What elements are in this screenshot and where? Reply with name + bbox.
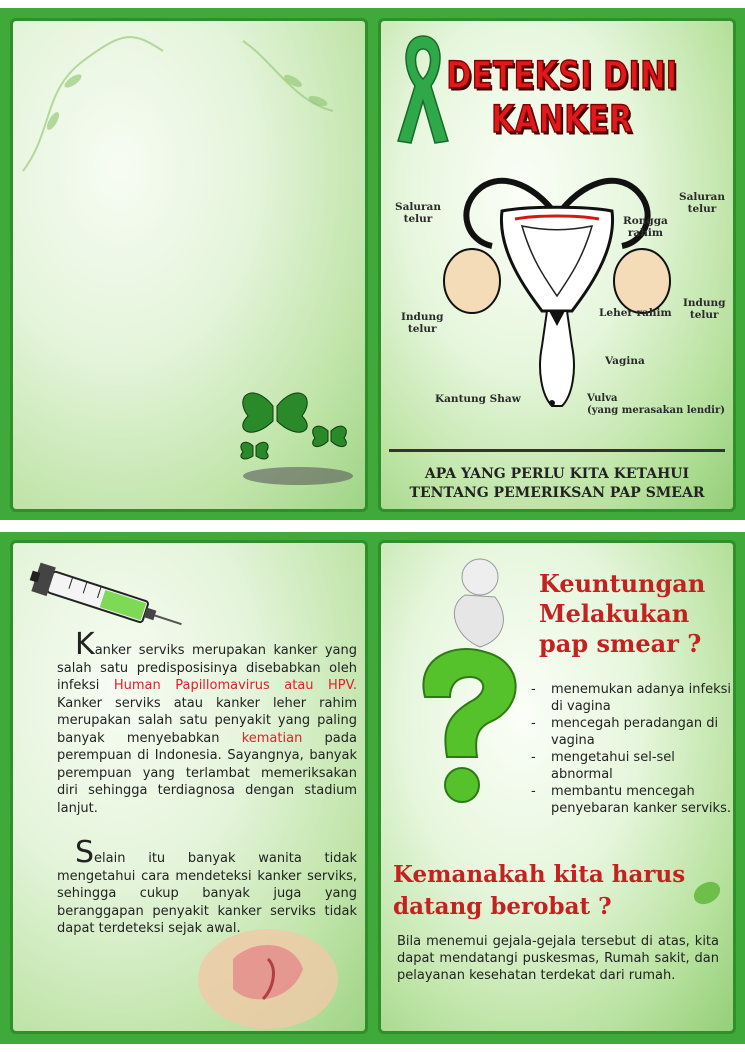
benefits-list	[531, 681, 731, 817]
butterfly-icon	[241, 393, 346, 459]
dropcap-s: S	[75, 835, 95, 870]
benefits-heading	[539, 569, 705, 659]
uterus-diagram	[437, 171, 677, 421]
cover-subtitle-line1: APA YANG PERLU KITA KETAHUI	[424, 466, 690, 482]
divider-line	[389, 449, 725, 452]
anatomy-illustration	[193, 919, 343, 1029]
cover-subtitle-line2: TENTANG PEMERIKSAN PAP SMEAR	[409, 485, 705, 501]
leaf-decoration	[687, 873, 727, 913]
info-panel	[10, 540, 368, 1034]
list-item: - menemukan adanya infeksi di vagina	[531, 681, 731, 715]
where-heading	[393, 859, 685, 923]
dropcap-k: K	[75, 627, 95, 662]
kematian-highlight: kematian	[241, 730, 303, 746]
cover-title: DETEKSI DINI KANKER	[446, 54, 678, 142]
p1-text-c: pada perempuan di Indonesia. Sayangnya, banyak perempuan yang terlambat memeriksakan diri sehingga terdiagnosa dengan stadium lanjut.	[57, 730, 357, 816]
butterflies-illustration	[233, 376, 363, 486]
where-heading-line2: datang berobat ?	[393, 893, 612, 920]
label-vagina: Vagina	[605, 355, 645, 367]
where-paragraph: Bila menemui gejala-gejala tersebut di atas, kita dapat mendatangi puskesmas, Rumah sakit, dan pelayanan kesehatan terdekat dari rumah.	[397, 934, 719, 983]
where-heading-line1: Kemanakah kita harus	[393, 861, 686, 888]
brochure-outer-sheet	[0, 8, 745, 520]
hpv-highlight: Human Papillomavirus atau HPV.	[113, 678, 357, 693]
vine-decoration	[13, 21, 365, 221]
front-cover-panel	[378, 18, 736, 512]
list-item: - membantu mencegah penyebaran kanker serviks.	[531, 783, 731, 817]
p1-text-a: anker serviks merupakan kanker yang salah satu predisposisinya disebabkan oleh infeksi	[57, 643, 357, 693]
p1-text-b: Kanker serviks atau kanker leher rahim merupakan salah satu penyakit yang paling banyak menyebabkan	[57, 695, 357, 746]
label-leher-rahim: Leher rahim	[599, 307, 672, 319]
p2-text: elain itu banyak wanita tidak mengetahui cara mendeteksi kanker serviks, sehingga cukup banyak juga yang beranggapan penyakit kanker serviks tidak dapat terdeteksi sejak awal.	[57, 851, 357, 936]
label-vulva: Vulva (yang merasakan lendir)	[587, 393, 725, 416]
benefits-heading-line3: pap smear ?	[539, 629, 702, 658]
benefits-heading-line1: Keuntungan	[539, 569, 706, 598]
list-item: - mengetahui sel-sel abnormal	[531, 749, 731, 783]
brochure-inner-sheet	[0, 532, 745, 1044]
list-item: - mencegah peradangan di vagina	[531, 715, 731, 749]
syringe-icon	[27, 561, 187, 641]
question-mark-figure	[385, 547, 535, 807]
benefits-panel	[378, 540, 736, 1034]
paragraph-1	[57, 627, 357, 817]
cover-subtitle	[381, 465, 733, 503]
back-cover-panel	[10, 18, 368, 512]
label-saluran-telur-left: Saluran telur	[395, 201, 441, 225]
label-kantung-shaw: Kantung Shaw	[435, 393, 521, 405]
label-saluran-telur-right: Saluran telur	[679, 191, 725, 215]
label-indung-telur-right: Indung telur	[683, 297, 726, 321]
label-indung-telur-left: Indung telur	[401, 311, 444, 335]
label-rongga-rahim: Rongga rahim	[623, 215, 668, 239]
benefits-heading-line2: Melakukan	[539, 599, 690, 628]
